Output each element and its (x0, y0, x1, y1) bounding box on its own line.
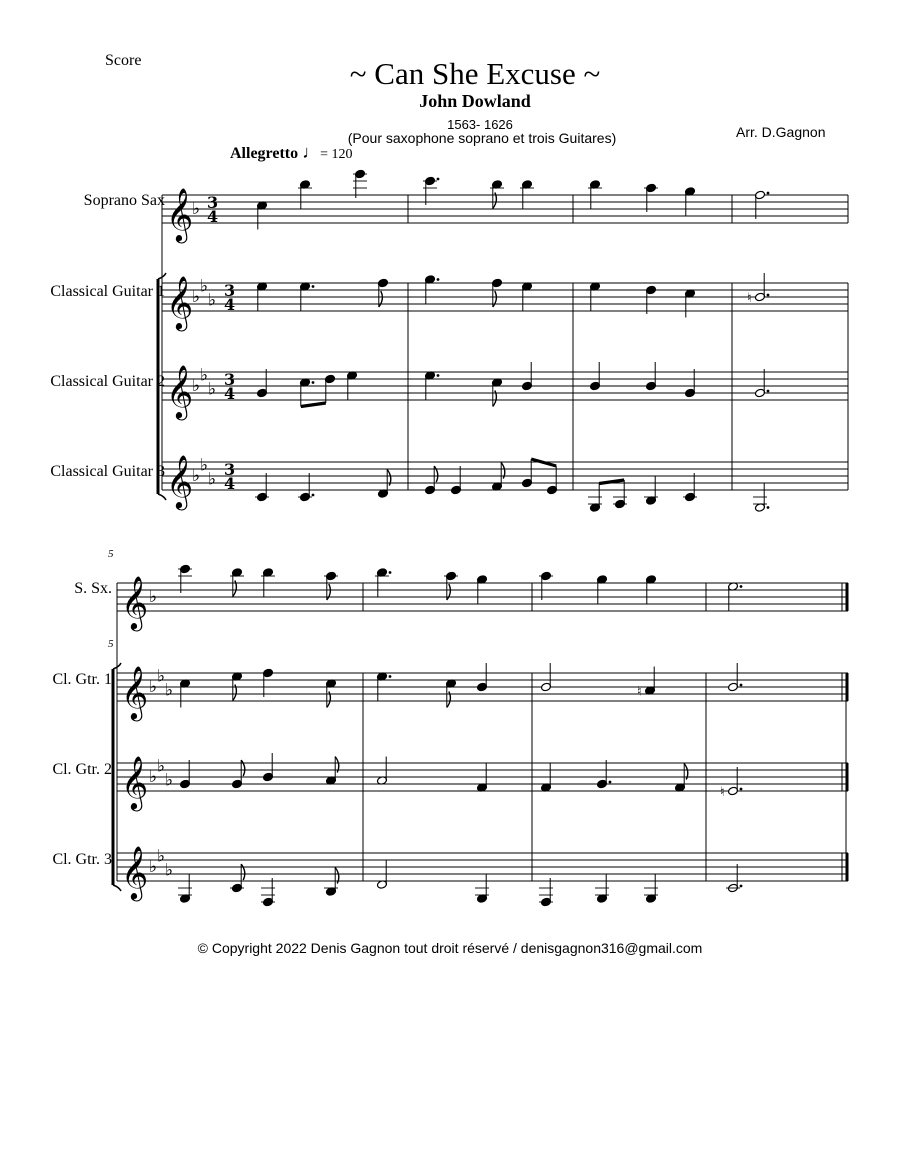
flat-icon: ♭ (208, 379, 217, 400)
treble-clef-icon: 𝄞 (121, 755, 149, 809)
treble-clef-icon: 𝄞 (121, 575, 149, 629)
note-beam (531, 459, 556, 466)
flat-icon: ♭ (165, 770, 174, 791)
flat-icon: ♭ (192, 287, 201, 307)
flat-icon: ♭ (149, 677, 158, 697)
staff-system1-4 (162, 454, 848, 510)
treble-clef-icon: 𝄞 (121, 665, 149, 719)
natural-icon: ♮ (720, 785, 725, 800)
note-dot (767, 294, 770, 297)
flat-icon: ♭ (149, 587, 158, 607)
instrument-name-guitar3: Classical Guitar 3 (50, 463, 165, 480)
flat-icon: ♭ (208, 290, 217, 311)
tempo-value: = 120 (320, 147, 353, 162)
flat-icon: ♭ (157, 846, 166, 867)
note-dot (312, 285, 315, 288)
flat-icon: ♭ (157, 666, 166, 687)
note-dot (740, 788, 743, 791)
flat-icon: ♭ (200, 455, 209, 476)
flat-icon: ♭ (192, 199, 201, 219)
flat-icon: ♭ (157, 756, 166, 777)
flat-icon: ♭ (192, 466, 201, 486)
note-dot (767, 390, 770, 393)
note-flag (241, 864, 245, 880)
flat-icon: ♭ (165, 860, 174, 881)
note-dot (767, 192, 770, 195)
time-signature-bottom: 4 (224, 384, 236, 403)
composer-name: John Dowland (419, 91, 531, 111)
measure-number: 5 (108, 548, 114, 560)
note-dot (312, 381, 315, 384)
note-dot (389, 571, 392, 574)
note-dot (389, 675, 392, 678)
note-dot (740, 684, 743, 687)
note-flag (241, 760, 245, 776)
note-dot (767, 506, 770, 509)
flat-icon: ♭ (149, 767, 158, 787)
natural-icon: ♮ (637, 684, 642, 700)
note-dot (609, 781, 612, 784)
note-dot (740, 585, 743, 588)
arranger-credit: Arr. D.Gagnon (736, 124, 826, 140)
score-title: ~ Can She Excuse ~ (349, 56, 601, 91)
note-dot (437, 278, 440, 281)
instrument-name-sax: Soprano Sax (83, 192, 165, 209)
quarter-note-icon: ♩ (302, 142, 321, 162)
note-flag (379, 291, 383, 307)
note-dot (437, 374, 440, 377)
flat-icon: ♭ (192, 376, 201, 396)
time-signature-top: 3 (207, 193, 219, 212)
instrument-abbr-sax: S. Sx. (74, 580, 112, 597)
flat-icon: ♭ (200, 276, 209, 297)
note-flag (493, 291, 497, 307)
instrument-name-guitar2: Classical Guitar 2 (50, 373, 165, 390)
note-beam (301, 403, 326, 407)
natural-icon: ♮ (747, 291, 752, 306)
note-dot (437, 178, 440, 181)
staff-system2-3 (117, 755, 848, 811)
treble-clef-icon: 𝄞 (166, 275, 194, 329)
instrument-name-guitar1: Classical Guitar 1 (50, 283, 165, 300)
staff-system2-4 (117, 845, 848, 901)
treble-clef-icon: 𝄞 (121, 845, 149, 899)
flat-icon: ♭ (149, 857, 158, 877)
score-label: Score (105, 52, 142, 69)
flat-icon: ♭ (200, 365, 209, 386)
note-flag (327, 584, 331, 600)
treble-clef-icon: 𝄞 (166, 364, 194, 418)
composer-dates: 1563- 1626 (447, 117, 513, 132)
note-dot (740, 885, 743, 888)
time-signature-top: 3 (224, 281, 236, 300)
time-signature-bottom: 4 (207, 207, 219, 226)
flat-icon: ♭ (165, 680, 174, 701)
copyright-notice: © Copyright 2022 Denis Gagnon tout droit réservé / denisgagnon316@gmail.com (197, 940, 703, 956)
bracket-hook (158, 494, 166, 500)
tempo-word: Allegretto (230, 145, 299, 162)
time-signature-top: 3 (224, 460, 236, 479)
staff-system2-2 (117, 665, 848, 721)
instrumentation-subtitle: (Pour saxophone soprano et trois Guitares) (347, 130, 617, 146)
bracket-hook (113, 885, 121, 891)
instrument-abbr-guitar2: Cl. Gtr. 2 (52, 761, 112, 778)
note-dot (312, 494, 315, 497)
note-flag (447, 584, 451, 600)
measure-number-guitars: 5 (108, 638, 114, 650)
instrument-abbr-guitar1: Cl. Gtr. 1 (52, 671, 112, 688)
time-signature-bottom: 4 (224, 474, 236, 493)
flat-icon: ♭ (208, 469, 217, 490)
time-signature-top: 3 (224, 370, 236, 389)
staff-system1-1 (162, 187, 848, 243)
note-flag (434, 466, 438, 482)
instrument-abbr-guitar3: Cl. Gtr. 3 (52, 851, 112, 868)
treble-clef-icon: 𝄞 (166, 454, 194, 508)
treble-clef-icon: 𝄞 (166, 187, 194, 241)
time-signature-bottom: 4 (224, 295, 236, 314)
